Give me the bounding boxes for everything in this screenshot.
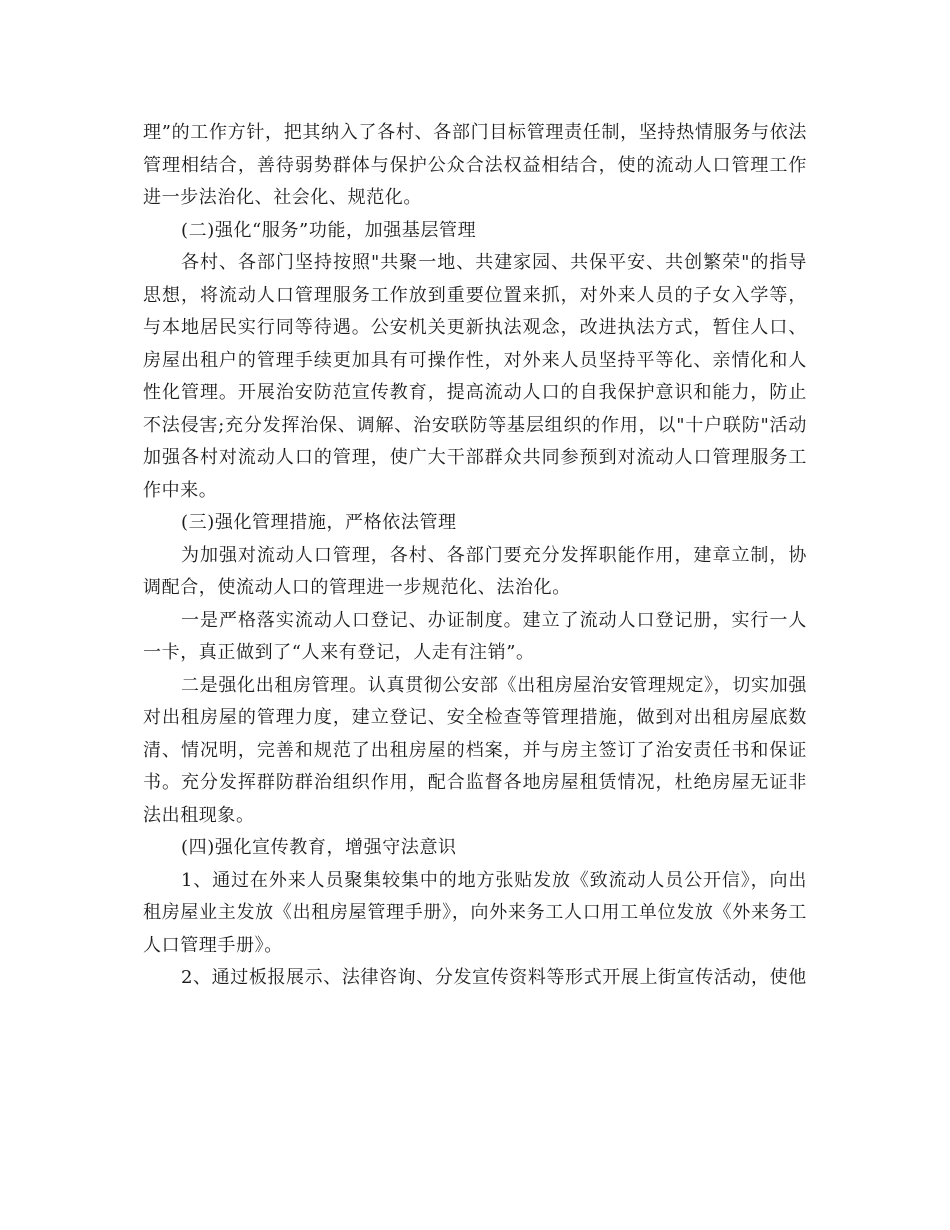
section-heading-3: (三)强化管理措施，严格依法管理 [181, 512, 457, 533]
paragraph-continuation: 理”的工作方针，把其纳入了各村、各部门目标管理责任制，坚持热情服务与依法管理相结合，善待弱势群体与保护公众合法权益相结合，使的流动人口管理工作进一步法治化、社会化、规范化。 [143, 122, 807, 208]
paragraph-rental: 二是强化出租房管理。认真贯彻公安部《出租房屋治安管理规定》，切实加强对出租房屋的管理力度，建立登记、安全检查等管理措施，做到对出租房屋底数清、情况明，完善和规范了出租房屋的档案，并与房主签订了治安责任书和保证书。充分发挥群防群治组织作用，配合监督各地房屋租赁情况，杜绝房屋无证非法出租现象。 [143, 674, 807, 826]
paragraph-measures: 为加强对流动人口管理，各村、各部门要充分发挥职能作用，建章立制，协调配合，使流动人口的管理进一步规范化、法治化。 [143, 544, 807, 598]
document-body [143, 117, 807, 995]
paragraph-service: 各村、各部门坚持按照"共聚一地、共建家园、共保平安、共创繁荣"的指导思想，将流动人口管理服务工作放到重要位置来抓，对外来人员的子女入学等，与本地居民实行同等待遇。公安机关更新执法观念，改进执法方式，暂住人口、房屋出租户的管理手续更加具有可操作性，对外来人员坚持平等化、亲情化和人性化管理。开展治安防范宣传教育，提高流动人口的自我保护意识和能力，防止不法侵害;充分发挥治保、调解、治安联防等基层组织的作用，以"十户联防"活动加强各村对流动人口的管理，使广大干部群众共同参预到对流动人口管理服务工作中来。 [143, 252, 807, 501]
paragraph-publicity-1: 1、通过在外来人员聚集较集中的地方张贴发放《致流动人员公开信》，向出租房屋业主发放《出租房屋管理手册》，向外来务工人口用工单位发放《外来务工人口管理手册》。 [143, 869, 807, 956]
section-heading-2: (二)强化“服务”功能，加强基层管理 [181, 219, 477, 241]
paragraph-publicity-2: 2、通过板报展示、法律咨询、分发宣传资料等形式开展上街宣传活动，使他 [181, 967, 807, 988]
paragraph-registration: 一是严格落实流动人口登记、办证制度。建立了流动人口登记册，实行一人一卡，真正做到了“人来有登记，人走有注销”。 [143, 609, 807, 663]
section-heading-4: (四)强化宣传教育，增强守法意识 [181, 837, 457, 858]
